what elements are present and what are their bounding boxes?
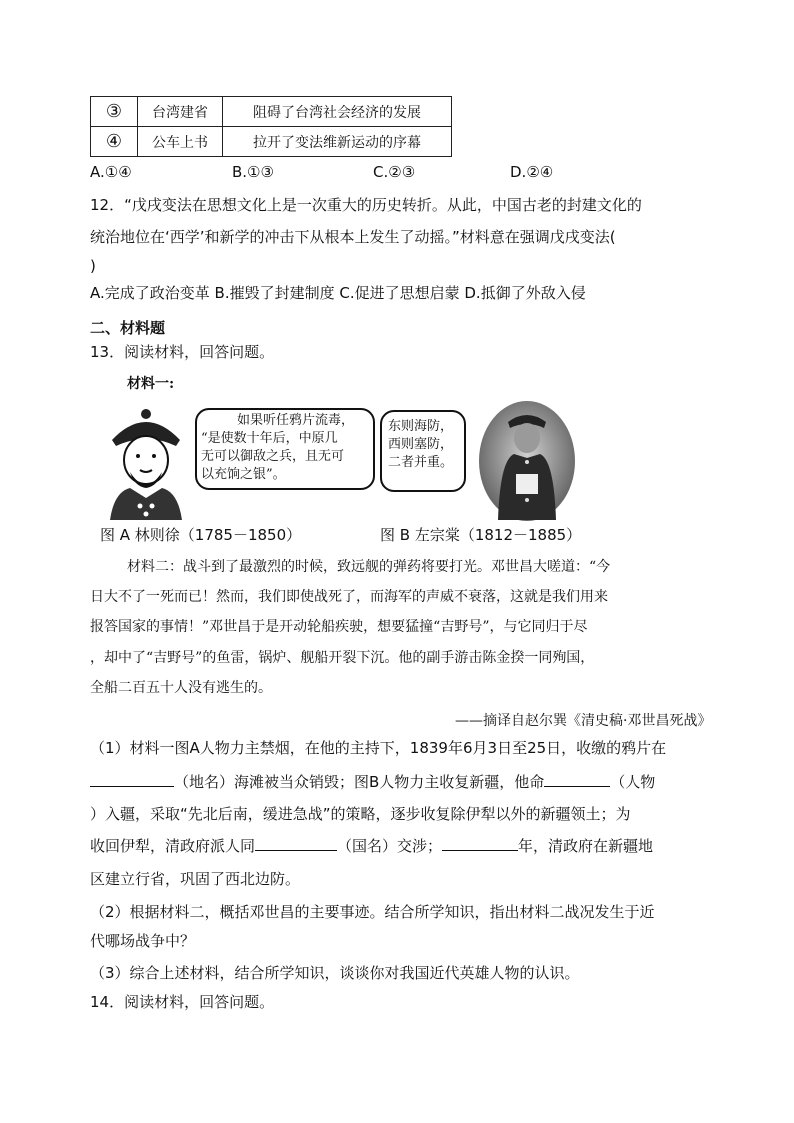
q13-part1-line3: ）入疆，采取“先北后南，缓进急战”的策略，逐步收复除伊犁以外的新疆领土；为 xyxy=(90,805,631,823)
material1-figure xyxy=(100,400,580,525)
choice-a[interactable]: A.①④ xyxy=(90,163,132,181)
lin-zexu-portrait-icon xyxy=(100,402,192,520)
q13-part1-line4: 收回伊犁，清政府派人同 （国名）交涉； 年，清政府在新疆地 xyxy=(90,837,654,855)
q14-intro: 14．阅读材料，回答问题。 xyxy=(90,993,275,1011)
answer-blank-year[interactable] xyxy=(442,836,518,851)
table-row xyxy=(91,97,452,127)
answer-blank-place[interactable] xyxy=(90,772,174,787)
table-row xyxy=(91,127,452,157)
q12-line1: 12．“戊戌变法在思想文化上是一次重大的历史转折。从此，中国古老的封建文化的 xyxy=(90,196,642,214)
zuo-zongtang-photo-icon xyxy=(478,400,576,522)
material2-line5: 全船二百五十人没有逃生的。 xyxy=(90,680,272,696)
caption-figure-b: 图 B 左宗棠（1812－1885） xyxy=(380,526,582,544)
section-title: 二、材料题 xyxy=(90,319,166,337)
q13-intro: 13．阅读材料，回答问题。 xyxy=(90,343,275,361)
material2-line2: 日大不了一死而已！然而，我们即使战死了，而海军的声威不衰落，这就是我们用来 xyxy=(90,589,608,605)
q13-part1-line5: 区建立行省，巩固了西北边防。 xyxy=(90,870,301,888)
lin-zexu-speech-bubble: 如果听任鸦片流毒， “是使数十年后，中原几 无可以御敌之兵，且无可 以充饷之银”。 xyxy=(195,408,375,490)
row-event: 台湾建省 xyxy=(138,97,223,127)
material2-line3: 报答国家的事情！”邓世昌于是开动轮船疾驶，想要猛撞“吉野号”，与它同归于尽 xyxy=(90,619,588,635)
q12-line3: ) xyxy=(90,257,96,275)
row-description: 阻碍了台湾社会经济的发展 xyxy=(223,97,452,127)
q13-part2-line2: 代哪场战争中？ xyxy=(90,932,196,950)
choice-d[interactable]: D.②④ xyxy=(510,163,554,181)
q13-part2-line1: （2）根据材料二，概括邓世昌的主要事迹。结合所学知识，指出材料二战况发生于近 xyxy=(90,903,655,921)
material1-label: 材料一: xyxy=(127,376,175,392)
zuo-zongtang-speech-bubble: 东则海防， 西则塞防， 二者并重。 xyxy=(380,410,466,492)
choice-b[interactable]: B.①③ xyxy=(232,163,274,181)
q13-part3-line1: （3）综合上述材料，结合所学知识，谈谈你对我国近代英雄人物的认识。 xyxy=(90,964,580,982)
answer-blank-country[interactable] xyxy=(255,836,337,851)
q12-choices[interactable]: A.完成了政治变革 B.摧毁了封建制度 C.促进了思想启蒙 D.抵御了外敌入侵 xyxy=(90,284,586,302)
row-number: ④ xyxy=(91,127,138,157)
row-description: 拉开了变法维新运动的序幕 xyxy=(223,127,452,157)
row-number: ③ xyxy=(91,97,138,127)
material-source: ——摘译自赵尔巽《清史稿·邓世昌死战》 xyxy=(455,713,712,729)
caption-figure-a: 图 A 林则徐（1785－1850） xyxy=(100,526,302,544)
q13-part1-line2: （地名）海滩被当众销毁；图B人物力主收复新疆，他命 （人物 xyxy=(90,772,655,792)
q11-choices xyxy=(90,162,610,182)
row-event: 公车上书 xyxy=(138,127,223,157)
material2-line4: ，却中了“吉野号”的鱼雷，锅炉、舰船开裂下沉。他的副手游击陈金揆一同殉国， xyxy=(90,650,595,666)
answer-blank-person[interactable] xyxy=(544,772,610,787)
choice-c[interactable]: C.②③ xyxy=(373,163,416,181)
material2-line1: 材料二：战斗到了最激烈的时候，致远舰的弹药将要打光。邓世昌大嗟道：“今 xyxy=(127,559,611,575)
q12-line2: 统治地位在‘西学’和新学的冲击下从根本上发生了动摇。”材料意在强调戊戌变法( xyxy=(90,228,616,246)
q13-part1-line1: （1）材料一图A人物力主禁烟，在他的主持下，1839年6月3日至25日，收缴的鸦片在 xyxy=(90,739,667,757)
options-table xyxy=(90,96,452,157)
